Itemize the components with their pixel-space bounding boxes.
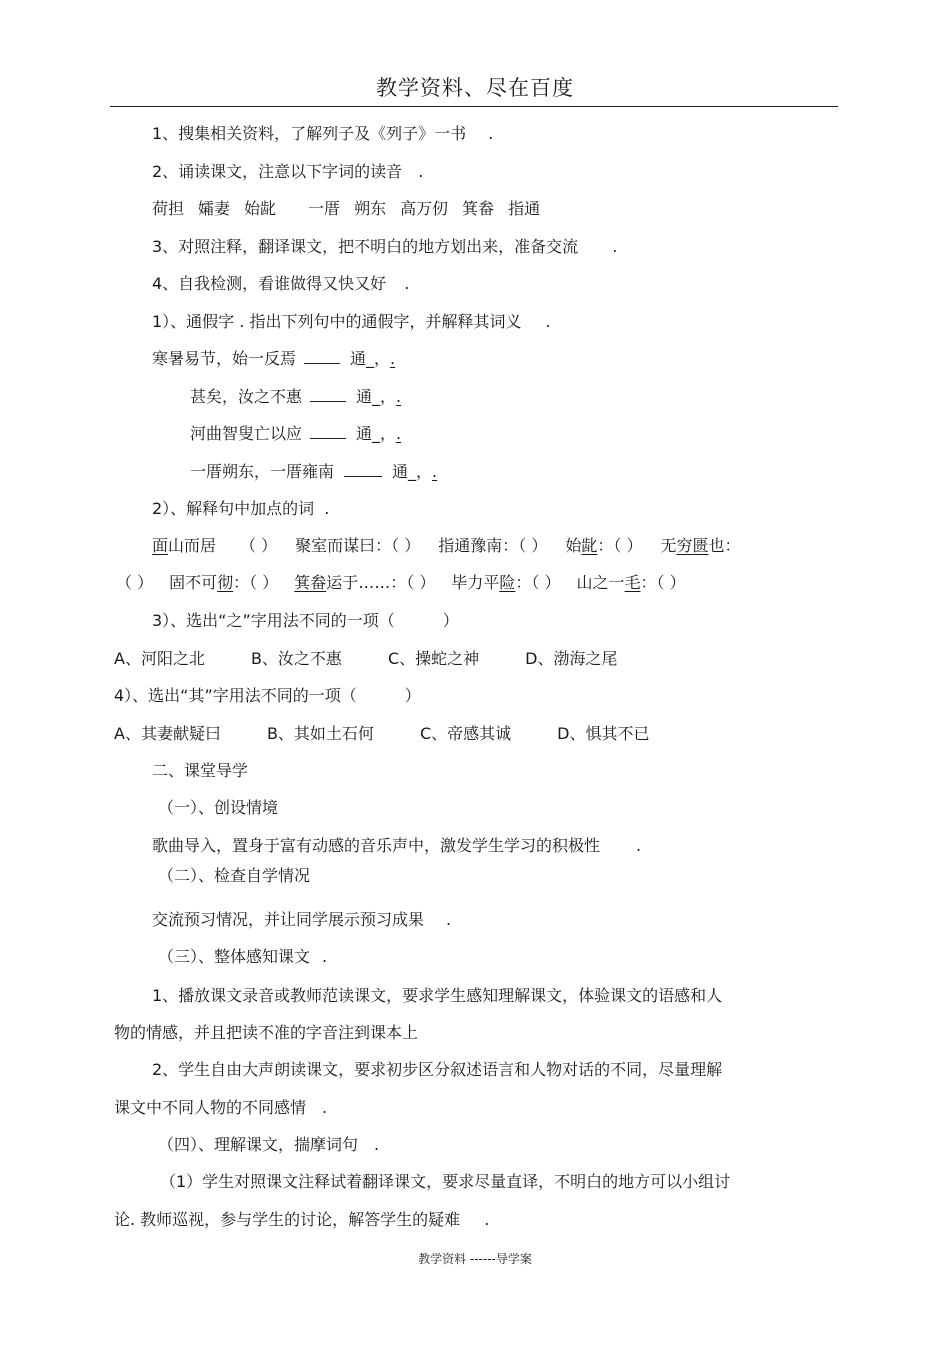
- option-c[interactable]: C、帝感其诚: [419, 724, 512, 743]
- end-dot: .: [324, 499, 330, 518]
- dotted-word: 险: [499, 573, 516, 592]
- option-d[interactable]: D、渤海之尾: [525, 649, 618, 668]
- word-item: 指通: [508, 199, 541, 218]
- answer-paren[interactable]: （ ）: [613, 536, 643, 555]
- tong-label: 通_，: [392, 462, 433, 481]
- word-context: 无: [660, 536, 677, 555]
- answer-blank[interactable]: [310, 387, 346, 402]
- question-3-text: 3）、选出“之”字用法不同的一项（ ）: [152, 611, 459, 630]
- question-1-heading: [152, 312, 551, 332]
- word-context: 毕力平: [451, 573, 500, 592]
- paragraph-1-line-2: 物的情感，并且把读不准的字音注到课本上: [114, 1023, 419, 1042]
- paragraph-1-line-1: 1、播放课文录音或教师范读课文，要求学生感知理解课文，体验课文的语感和人: [152, 986, 723, 1005]
- end-dot: .: [484, 1210, 490, 1229]
- option-d[interactable]: D、惧其不已: [557, 724, 650, 743]
- answer-paren[interactable]: （ ）: [518, 536, 548, 555]
- pronunciation-word-list: [152, 199, 540, 219]
- sentence-text: 甚矣，汝之不惠: [190, 387, 303, 406]
- question-3-options: [114, 649, 617, 669]
- question-3-heading: [152, 611, 459, 631]
- end-dot: .: [322, 1098, 328, 1117]
- end-dot: .: [390, 349, 396, 368]
- word-context: ：: [233, 573, 250, 592]
- prep-line-4: [152, 274, 409, 294]
- word-item: 孀妻: [198, 199, 231, 218]
- dotted-word: 毛: [624, 573, 641, 592]
- question-4-heading: [114, 686, 421, 706]
- paragraph-3-line-2: [114, 1210, 489, 1230]
- end-dot: .: [446, 910, 452, 929]
- end-dot: .: [374, 1135, 380, 1154]
- paragraph-text: 交流预习情况，并让同学展示预习成果: [152, 910, 425, 929]
- word-item: 箕畚: [462, 199, 495, 218]
- tongjia-sentence-1: [152, 349, 395, 369]
- dotted-word: 穷匮: [676, 536, 709, 555]
- question-2-heading: [152, 499, 329, 519]
- end-dot: .: [545, 312, 551, 331]
- subsection-1-title: （一）、创设情境: [158, 798, 279, 817]
- dotted-word: 龀: [581, 536, 598, 555]
- word-item: 一厝: [308, 199, 341, 218]
- subsection-3-title: [158, 947, 327, 967]
- word-context: 运于……：: [326, 573, 407, 592]
- paragraph-2-line-1: 2、学生自由大声朗读课文，要求初步区分叙述语言和人物对话的不同，尽量理解: [152, 1060, 723, 1079]
- subsection-2-title: （二）、检查自学情况: [158, 866, 311, 885]
- tong-label: 通_，: [356, 387, 397, 406]
- page-footer: 教学资料 ------导学案: [418, 1252, 532, 1266]
- answer-paren[interactable]: （ ）: [656, 573, 686, 592]
- page-header-title: 教学资料、尽在百度: [376, 76, 574, 100]
- dotted-word: 彻: [217, 573, 234, 592]
- tong-label: 通_，: [356, 424, 397, 443]
- paragraph-3-line-1: （1）学生对照课文注释试着翻译课文，要求尽量直译，不明白的地方可以小组讨: [160, 1172, 731, 1191]
- word-context: 山之一: [576, 573, 625, 592]
- word-item: 高万仞: [400, 199, 449, 218]
- question-4-text: 4）、选出“其”字用法不同的一项（ ）: [114, 686, 421, 705]
- end-dot: .: [488, 124, 494, 143]
- subsection-4-title: [158, 1135, 379, 1155]
- word-context: 山而居: [168, 536, 217, 555]
- word-explain-row-2: [116, 573, 686, 593]
- word-context: 始: [565, 536, 582, 555]
- prep-line-4-text: 4、自我检测，看谁做得又快又好: [152, 274, 387, 293]
- word-item: 荷担: [152, 199, 185, 218]
- paragraph-text: 课文中不同人物的不同感情: [114, 1098, 307, 1117]
- answer-paren[interactable]: （ ）: [531, 573, 561, 592]
- end-dot: .: [322, 947, 328, 966]
- question-1-text: 1）、通假字 . 指出下列句中的通假字，并解释其词义: [152, 312, 522, 331]
- answer-paren[interactable]: （ ）: [116, 573, 154, 592]
- subsection-4-text: （四）、理解课文，揣摩词句: [158, 1135, 359, 1154]
- answer-blank[interactable]: [304, 349, 340, 364]
- tongjia-sentence-2: [190, 387, 401, 407]
- option-b[interactable]: B、汝之不惠: [250, 649, 342, 668]
- prep-line-1: [152, 124, 493, 144]
- paragraph-2-line-2: [114, 1098, 327, 1118]
- answer-paren[interactable]: （ ）: [391, 536, 421, 555]
- word-context: 固不可: [169, 573, 218, 592]
- prep-line-1-text: 1、搜集相关资料，了解列子及《列子》一书: [152, 124, 467, 143]
- word-context: ：: [597, 536, 614, 555]
- word-context: 指通豫南：: [438, 536, 519, 555]
- answer-paren[interactable]: （ ）: [249, 573, 279, 592]
- tongjia-sentence-3: [190, 424, 401, 444]
- dotted-word: 面: [152, 536, 169, 555]
- end-dot: .: [418, 162, 424, 181]
- word-item: 朔东: [354, 199, 387, 218]
- word-context: ：: [515, 573, 532, 592]
- sentence-text: 河曲智叟亡以应: [190, 424, 303, 443]
- subsection-2-text: [152, 910, 451, 930]
- sentence-text: 寒暑易节，始一反焉: [152, 349, 297, 368]
- word-explain-row-1: [152, 536, 741, 556]
- end-dot: .: [396, 424, 402, 443]
- end-dot: .: [404, 274, 410, 293]
- subsection-3-text: （三）、整体感知课文: [158, 947, 311, 966]
- word-item: 始龀: [244, 199, 277, 218]
- paragraph-text: 论. 教师巡视，参与学生的讨论，解答学生的疑难: [114, 1210, 461, 1229]
- prep-line-2: [152, 162, 423, 182]
- prep-line-2-text: 2、诵读课文，注意以下字词的读音: [152, 162, 403, 181]
- answer-blank[interactable]: [344, 462, 382, 477]
- header-divider: [110, 106, 838, 107]
- option-a[interactable]: A、其妻献疑曰: [114, 724, 221, 743]
- prep-line-3: [152, 237, 617, 257]
- section-2-title: 二、课堂导学: [152, 761, 249, 780]
- answer-paren[interactable]: （ ）: [240, 536, 278, 555]
- answer-blank[interactable]: [310, 424, 346, 439]
- end-dot: .: [432, 462, 438, 481]
- option-c[interactable]: C、操蛇之神: [387, 649, 480, 668]
- question-2-text: 2）、解释句中加点的词: [152, 499, 315, 518]
- sentence-text: 一厝朔东，一厝雍南: [190, 462, 335, 481]
- end-dot: .: [396, 387, 402, 406]
- dotted-word: 箕畚: [294, 573, 327, 592]
- question-4-options: [114, 724, 649, 744]
- tongjia-sentence-4: [190, 462, 437, 482]
- option-b[interactable]: B、其如土石何: [266, 724, 374, 743]
- option-a[interactable]: A、河阳之北: [114, 649, 205, 668]
- tong-label: 通_，: [350, 349, 391, 368]
- prep-line-3-text: 3、对照注释，翻译课文，把不明白的地方划出来，准备交流: [152, 237, 579, 256]
- paragraph-text: 歌曲导入，置身于富有动感的音乐声中，激发学生学习的积极性: [152, 836, 601, 855]
- end-dot: .: [636, 836, 642, 855]
- subsection-1-text: [152, 836, 641, 856]
- end-dot: .: [612, 237, 618, 256]
- word-context: 也：: [708, 536, 741, 555]
- word-context: 聚室而谋曰：: [295, 536, 392, 555]
- word-context: ：: [640, 573, 657, 592]
- answer-paren[interactable]: （ ）: [406, 573, 436, 592]
